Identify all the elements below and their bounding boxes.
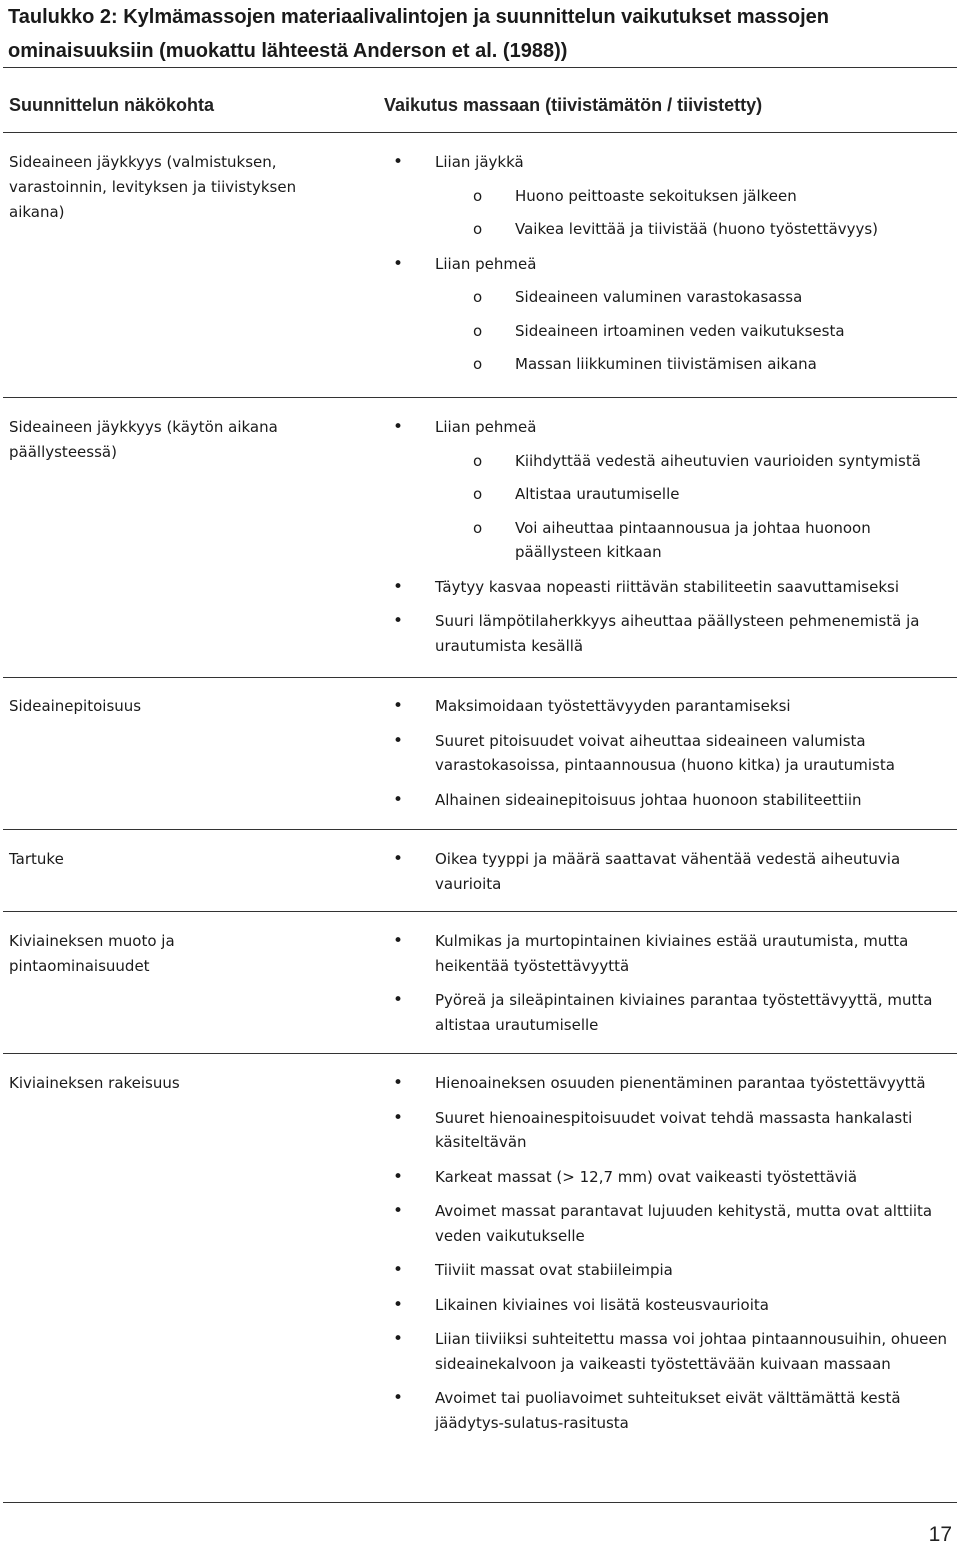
- bullet-item: [382, 252, 957, 377]
- bullet-text: Kulmikas ja murtopintainen kiviaines estää urautumista, mutta heikentää työstettävyyttä: [435, 932, 909, 975]
- effect-list: [382, 929, 957, 1047]
- bullet-text: Avoimet massat parantavat lujuuden kehitystä, mutta ovat alttiita veden vaikutukselle: [435, 1202, 933, 1245]
- bullet-item: [382, 729, 957, 778]
- row-divider: [3, 677, 957, 678]
- page-number: 17: [928, 1523, 952, 1546]
- row-aspect: Sideainepitoisuus: [9, 697, 142, 715]
- row-aspect: Sideaineen jäykkyys (käytön aikana päällysteessä): [9, 418, 278, 461]
- sub-bullet-text: Altistaa urautumiselle: [515, 485, 680, 503]
- bullet-item: [382, 1327, 957, 1376]
- effect-list: [382, 150, 957, 387]
- bullet-text: Suuret pitoisuudet voivat aiheuttaa sideaineen valumista varastokasoissa, pintaannousua (huono kitka) ja urautumista: [435, 731, 895, 774]
- effect-list: [382, 694, 957, 822]
- table-caption: Taulukko 2: Kylmämassojen materiaalivalintojen ja suunnittelun vaikutukset massojen ominaisuuksiin (muokattu lähteestä Anderson et al. (1988)): [8, 6, 829, 62]
- bullet-text: Tiiviit massat ovat stabiileimpia: [435, 1261, 673, 1279]
- bullet-item: [382, 788, 957, 813]
- bullet-item: [382, 609, 957, 658]
- sub-bullet-item: [382, 516, 957, 565]
- table-bottom-rule: [3, 1502, 957, 1503]
- bullet-text: Likainen kiviaines voi lisätä kosteusvaurioita: [435, 1295, 769, 1314]
- bullet-item: [382, 1199, 957, 1248]
- bullet-text: Suuret hienoainespitoisuudet voivat tehdä massasta hankalasti käsiteltävän: [435, 1108, 913, 1151]
- bullet-item: [382, 1106, 957, 1155]
- row-divider: [3, 829, 957, 830]
- sub-bullet-text: Vaikea levittää ja tiivistää (huono työstettävyys): [515, 220, 878, 238]
- bullet-item: [382, 847, 957, 896]
- effect-list: [382, 847, 957, 906]
- bullet-item: [382, 1258, 957, 1283]
- sub-bullet-item: [382, 352, 957, 377]
- bullet-text: Liian tiiviiksi suhteitettu massa voi johtaa pintaannousuihin, ohueen sideainekalvoon ja vaikeasti työstettävään kuivaan massaan: [435, 1330, 948, 1373]
- sub-bullet-item: [382, 482, 957, 507]
- row-aspect: Sideaineen jäykkyys (valmistuksen, varastoinnin, levityksen ja tiivistyksen aikana): [9, 153, 297, 221]
- sub-bullet-item: [382, 184, 957, 209]
- column-header-aspect: Suunnittelun näkökohta: [9, 95, 214, 115]
- sub-bullet-text: Sideaineen irtoaminen veden vaikutuksesta: [515, 321, 845, 340]
- row-divider: [3, 397, 957, 398]
- effect-list: [382, 415, 957, 668]
- sub-bullet-text: Voi aiheuttaa pintaannousua ja johtaa huonoon päällysteen kitkaan: [515, 518, 871, 561]
- column-header-effect: Vaikutus massaan (tiivistämätön / tiivistetty): [384, 95, 763, 115]
- bullet-text: Avoimet tai puoliavoimet suhteitukset eivät välttämättä kestä jäädytys-sulatus-rasitusta: [435, 1389, 901, 1432]
- header-top-rule: [3, 67, 957, 68]
- bullet-text: Karkeat massat (> 12,7 mm) ovat vaikeasti työstettäviä: [435, 1167, 858, 1186]
- bullet-item: [382, 1293, 957, 1318]
- sub-bullet-item: [382, 285, 957, 310]
- row-aspect: Tartuke: [9, 850, 64, 868]
- row-aspect: Kiviaineksen rakeisuus: [9, 1074, 180, 1092]
- bullet-text: Maksimoidaan työstettävyyden parantamiseksi: [435, 697, 791, 715]
- header-bottom-rule: [3, 132, 957, 133]
- bullet-item: [382, 988, 957, 1037]
- bullet-text: Alhainen sideainepitoisuus johtaa huonoon stabiliteettiin: [435, 790, 862, 809]
- sub-bullet-item: [382, 319, 957, 344]
- row-divider: [3, 911, 957, 912]
- bullet-item: [382, 1386, 957, 1435]
- bullet-text: Liian pehmeä: [435, 254, 537, 273]
- bullet-text: Suuri lämpötilaherkkyys aiheuttaa päällysteen pehmenemistä ja urautumista kesällä: [435, 612, 920, 655]
- row-aspect: Kiviaineksen muoto ja pintaominaisuudet: [9, 932, 175, 975]
- sub-bullet-item: [382, 449, 957, 474]
- sub-bullet-item: [382, 217, 957, 242]
- effect-list: [382, 1071, 957, 1445]
- bullet-item: [382, 929, 957, 978]
- sub-bullet-text: Massan liikkuminen tiivistämisen aikana: [515, 355, 817, 373]
- bullet-text: Liian pehmeä: [435, 418, 537, 436]
- bullet-text: Liian jäykkä: [435, 153, 524, 171]
- bullet-item: [382, 694, 957, 719]
- bullet-text: Hienoaineksen osuuden pienentäminen parantaa työstettävyyttä: [435, 1074, 926, 1092]
- bullet-item: [382, 1165, 957, 1190]
- row-divider: [3, 1053, 957, 1054]
- bullet-item: [382, 575, 957, 600]
- sub-bullet-text: Huono peittoaste sekoituksen jälkeen: [515, 186, 797, 205]
- sub-bullet-text: Sideaineen valuminen varastokasassa: [515, 288, 803, 306]
- bullet-item: [382, 150, 957, 242]
- bullet-item: [382, 1071, 957, 1096]
- bullet-text: Oikea tyyppi ja määrä saattavat vähentää vedestä aiheutuvia vaurioita: [435, 850, 901, 893]
- bullet-text: Pyöreä ja sileäpintainen kiviaines parantaa työstettävyyttä, mutta altistaa urautumiselle: [435, 991, 933, 1034]
- sub-bullet-text: Kiihdyttää vedestä aiheutuvien vaurioiden syntymistä: [515, 451, 921, 470]
- bullet-item: [382, 415, 957, 565]
- bullet-text: Täytyy kasvaa nopeasti riittävän stabiliteetin saavuttamiseksi: [435, 577, 900, 596]
